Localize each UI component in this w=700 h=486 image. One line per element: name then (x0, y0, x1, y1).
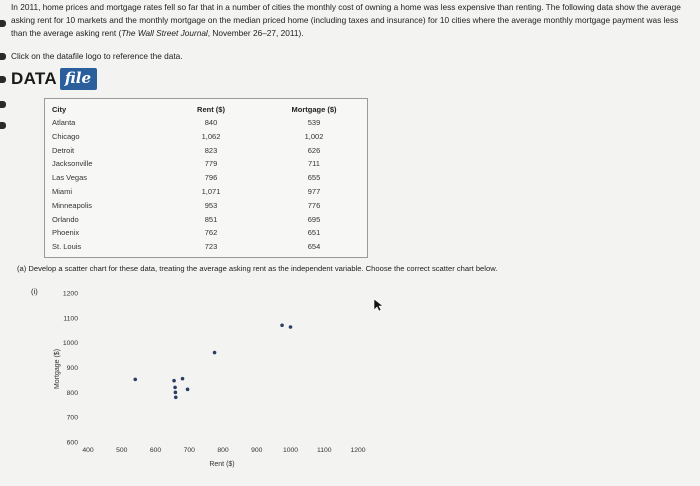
x-tick-label: 1000 (282, 447, 299, 454)
cell-city: Miami (52, 187, 72, 196)
cell-mortgage: 651 (307, 228, 321, 238)
cell-city: Atlanta (52, 118, 76, 127)
cell-mortgage: 1,002 (304, 131, 324, 141)
cell-rent: 851 (204, 214, 218, 224)
mouse-cursor-icon (373, 298, 383, 312)
header-rent: Rent ($) (197, 105, 225, 114)
cell-mortgage: 626 (307, 145, 321, 155)
cell-mortgage: 655 (307, 173, 321, 183)
x-tick-label: 900 (251, 447, 263, 454)
header-mortgage: Mortgage ($) (291, 105, 337, 114)
y-tick-label: 900 (66, 365, 78, 372)
x-tick-label: 1100 (316, 447, 332, 454)
cell-rent: 840 (204, 118, 218, 127)
scatter-point (186, 388, 190, 392)
cell-city: Minneapolis (52, 200, 93, 210)
cell-city: Orlando (52, 214, 79, 224)
cell-rent: 953 (204, 200, 218, 210)
y-tick-label: 1200 (62, 290, 78, 298)
cell-rent: 796 (204, 173, 218, 183)
y-axis-label: Mortgage ($) (54, 348, 61, 390)
cell-rent: 1,071 (201, 187, 221, 196)
cell-city: Las Vegas (52, 173, 88, 183)
cell-city: Detroit (52, 145, 75, 155)
cell-mortgage: 711 (308, 159, 320, 169)
y-tick-label: 1100 (63, 315, 78, 323)
intro-text: In 2011, home prices and mortgage rates fell so far that in a number of cities the monthly cost of owning a home was less expensive than renting. The following data show the average asking rent for 10 markets and the monthly mortgage on the median priced home (including taxes and insurance) for 10 cities where the average monthly mortgage payment was less than the average asking rent ( (11, 2, 681, 38)
cell-city: Chicago (52, 131, 80, 141)
x-axis-label: Rent ($) (209, 461, 235, 468)
cell-city: Phoenix (52, 228, 80, 238)
scatter-point (172, 379, 176, 383)
click-instruction: Click on the datafile logo to reference the data. (11, 51, 183, 61)
y-tick-label: 600 (66, 439, 78, 447)
x-tick-label: 800 (217, 447, 229, 454)
cell-mortgage: 654 (307, 242, 321, 252)
cell-city: St. Louis (52, 242, 82, 252)
scatter-point (133, 378, 137, 382)
cell-city: Jacksonville (52, 159, 93, 169)
scatter-point (280, 323, 284, 327)
chart-layer (54, 291, 366, 469)
intro-source: The Wall Street Journal (121, 28, 208, 38)
scatter-point (173, 386, 177, 390)
cell-mortgage: 776 (307, 200, 321, 210)
x-tick-label: 1200 (350, 447, 366, 454)
cell-mortgage: 539 (307, 118, 321, 127)
cell-rent: 779 (204, 159, 218, 169)
scatter-point (174, 391, 178, 395)
x-tick-label: 700 (183, 447, 195, 454)
datafile-data-label: DATA (11, 69, 57, 88)
cell-rent: 1,062 (201, 131, 221, 141)
x-tick-label: 500 (116, 447, 128, 454)
x-tick-label: 600 (149, 447, 162, 454)
y-tick-label: 700 (66, 414, 78, 422)
scatter-point (181, 377, 185, 381)
cell-rent: 823 (204, 145, 218, 155)
scatter-point (289, 325, 293, 329)
intro-source-tail: , November 26–27, 2011). (207, 28, 304, 38)
y-tick-label: 1000 (62, 340, 78, 348)
datafile-file-label: file (60, 68, 97, 90)
cell-rent: 723 (204, 242, 218, 252)
question-a: (a) Develop a scatter chart for these data, treating the average asking rent as the independent variable. Choose the correct scatter chart below. (17, 264, 498, 273)
x-tick-label: 400 (82, 447, 94, 454)
cell-mortgage: 977 (307, 187, 321, 196)
scatter-point (174, 396, 178, 400)
cell-mortgage: 695 (307, 214, 321, 224)
cell-rent: 762 (204, 228, 218, 238)
y-tick-label: 800 (66, 389, 78, 397)
scatter-point (213, 351, 217, 355)
header-city: City (52, 105, 67, 114)
option-label[interactable]: (i) (31, 287, 38, 296)
